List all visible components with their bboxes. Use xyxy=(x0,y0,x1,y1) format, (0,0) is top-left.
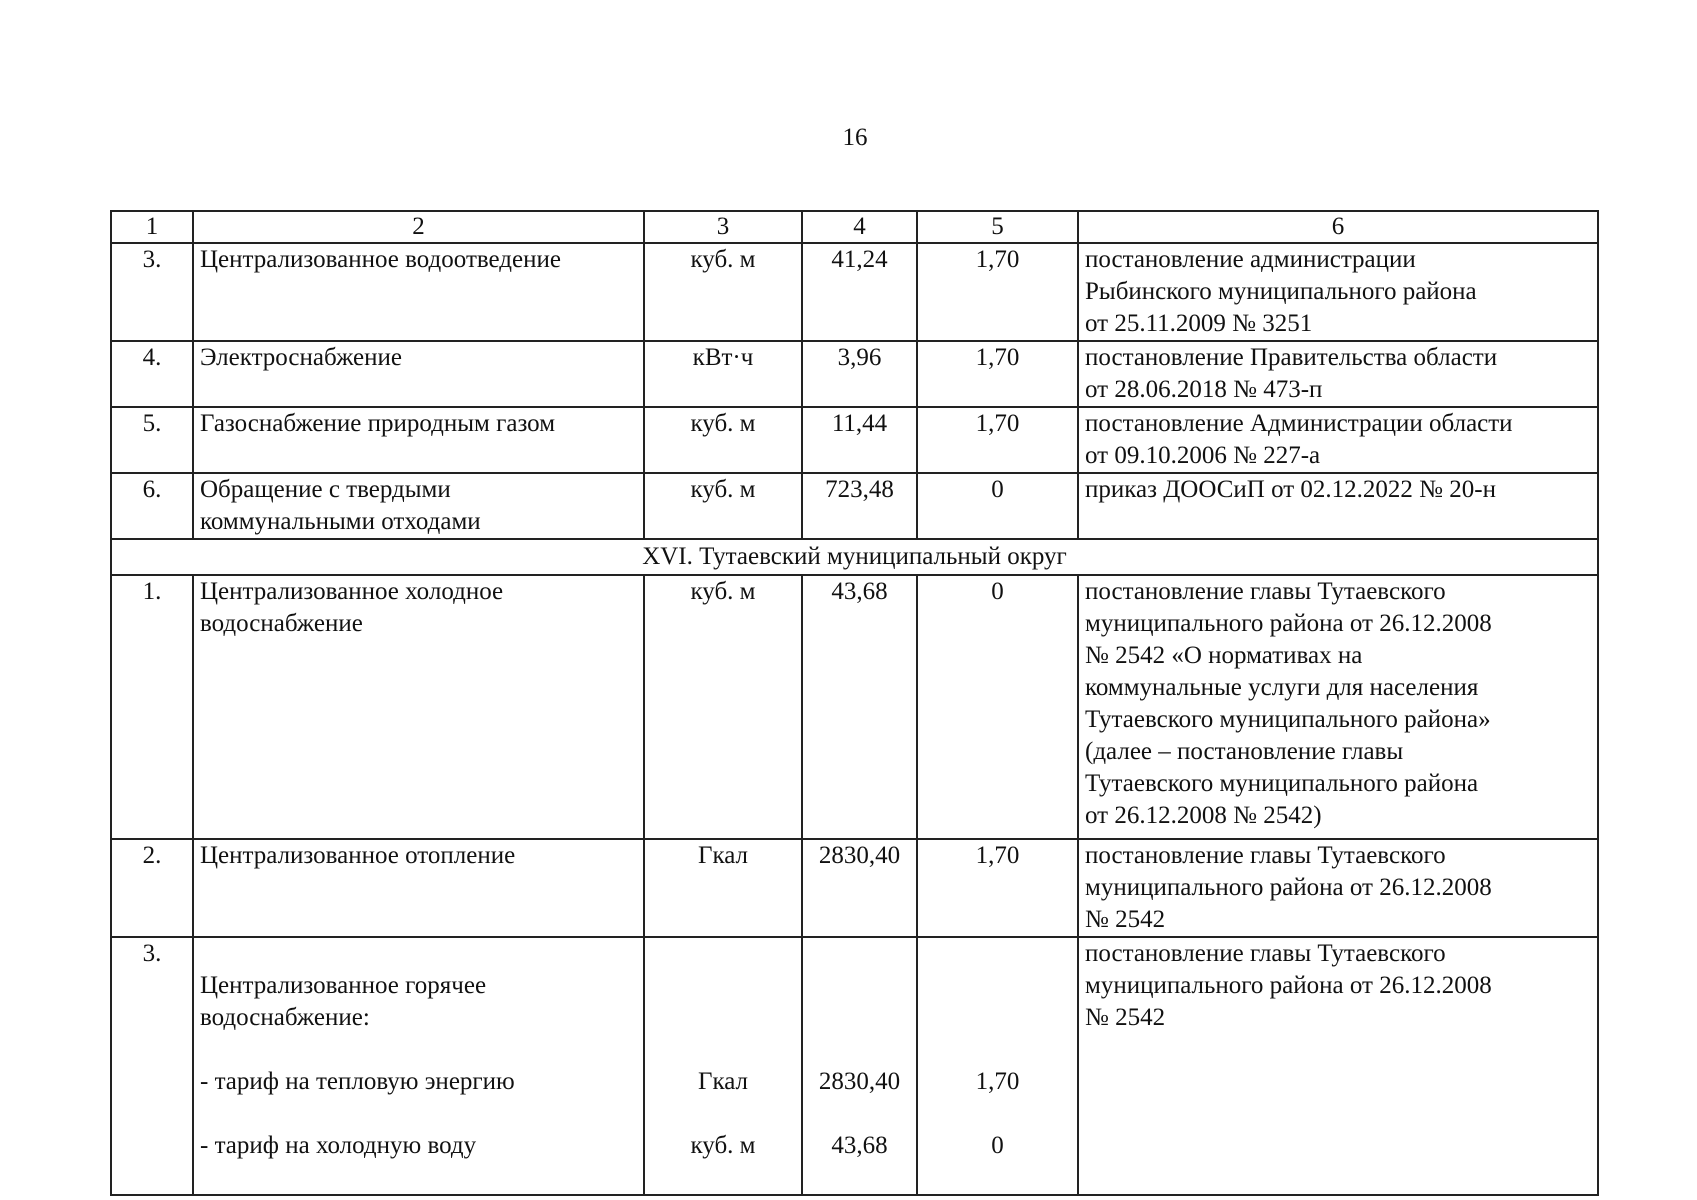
row-number: 6. xyxy=(111,473,193,539)
legal-document: постановление главы Тутаевского муниципального района от 26.12.2008 № 2542 xyxy=(1078,937,1598,1195)
coefficient: 1,70 xyxy=(917,407,1078,473)
unit: Гкал xyxy=(644,839,802,937)
unit: кВт·ч xyxy=(644,341,802,407)
coefficient xyxy=(917,937,1078,1195)
tariff-table xyxy=(110,210,1599,1196)
table-row xyxy=(111,839,1598,937)
unit xyxy=(644,937,802,1195)
norm-value: 3,96 xyxy=(802,341,917,407)
coefficient: 0 xyxy=(917,473,1078,539)
sub-item-value: 43,68 xyxy=(831,1132,888,1159)
header-cell: 1 xyxy=(111,211,193,243)
norm-value: 723,48 xyxy=(802,473,917,539)
header-cell: 3 xyxy=(644,211,802,243)
header-cell: 2 xyxy=(193,211,644,243)
sub-item-value: 2830,40 xyxy=(818,1068,901,1095)
norm-value: 41,24 xyxy=(802,243,917,341)
header-cell: 4 xyxy=(802,211,917,243)
row-number: 1. xyxy=(111,575,193,839)
norm-value: 2830,40 xyxy=(802,839,917,937)
unit: куб. м xyxy=(644,473,802,539)
coefficient: 1,70 xyxy=(917,839,1078,937)
row-number: 2. xyxy=(111,839,193,937)
sub-item-coef: 0 xyxy=(991,1132,1004,1159)
unit: куб. м xyxy=(644,407,802,473)
service-name xyxy=(193,937,644,1195)
header-cell: 5 xyxy=(917,211,1078,243)
legal-document: постановление Администрации области от 09.10.2006 № 227-а xyxy=(1078,407,1598,473)
legal-document: приказ ДООСиП от 02.12.2022 № 20-н xyxy=(1078,473,1598,539)
legal-document: постановление главы Тутаевского муниципального района от 26.12.2008 № 2542 «О нормативах на коммунальные услуги для населения Тутаевского муниципального района» (далее – постановление главы Тутаевского муниципального района от 26.12.2008 № 2542) xyxy=(1078,575,1598,839)
row-number: 3. xyxy=(111,937,193,1195)
coefficient: 1,70 xyxy=(917,341,1078,407)
header-cell: 6 xyxy=(1078,211,1598,243)
sub-item-coef: 1,70 xyxy=(975,1068,1020,1095)
page-number: 16 xyxy=(842,124,868,151)
row-number: 5. xyxy=(111,407,193,473)
service-title: Централизованное горячее водоснабжение: xyxy=(200,972,487,1031)
section-header-row xyxy=(111,539,1598,575)
row-number: 4. xyxy=(111,341,193,407)
table-row xyxy=(111,341,1598,407)
service-name: Централизованное холодное водоснабжение xyxy=(193,575,644,839)
table-header-row xyxy=(111,211,1598,243)
legal-document: постановление Правительства области от 28.06.2018 № 473-п xyxy=(1078,341,1598,407)
row-number: 3. xyxy=(111,243,193,341)
table-row xyxy=(111,473,1598,539)
coefficient: 0 xyxy=(917,575,1078,839)
service-name: Обращение с твердыми коммунальными отходами xyxy=(193,473,644,539)
norm-value: 11,44 xyxy=(802,407,917,473)
sub-item-label: - тариф на холодную воду xyxy=(200,1132,477,1159)
service-name: Централизованное отопление xyxy=(193,839,644,937)
sub-item-label: - тариф на тепловую энергию xyxy=(200,1068,515,1095)
section-title: XVI. Тутаевский муниципальный округ xyxy=(111,539,1598,575)
unit: куб. м xyxy=(644,575,802,839)
table-row xyxy=(111,407,1598,473)
table-row xyxy=(111,243,1598,341)
coefficient: 1,70 xyxy=(917,243,1078,341)
sub-item-unit: куб. м xyxy=(690,1132,756,1159)
norm-value xyxy=(802,937,917,1195)
sub-item-unit: Гкал xyxy=(697,1068,748,1095)
legal-document: постановление администрации Рыбинского муниципального района от 25.11.2009 № 3251 xyxy=(1078,243,1598,341)
unit: куб. м xyxy=(644,243,802,341)
service-name: Газоснабжение природным газом xyxy=(193,407,644,473)
service-name: Централизованное водоотведение xyxy=(193,243,644,341)
table-row xyxy=(111,575,1598,839)
legal-document: постановление главы Тутаевского муниципального района от 26.12.2008 № 2542 xyxy=(1078,839,1598,937)
norm-value: 43,68 xyxy=(802,575,917,839)
service-name: Электроснабжение xyxy=(193,341,644,407)
table-row xyxy=(111,937,1598,1195)
